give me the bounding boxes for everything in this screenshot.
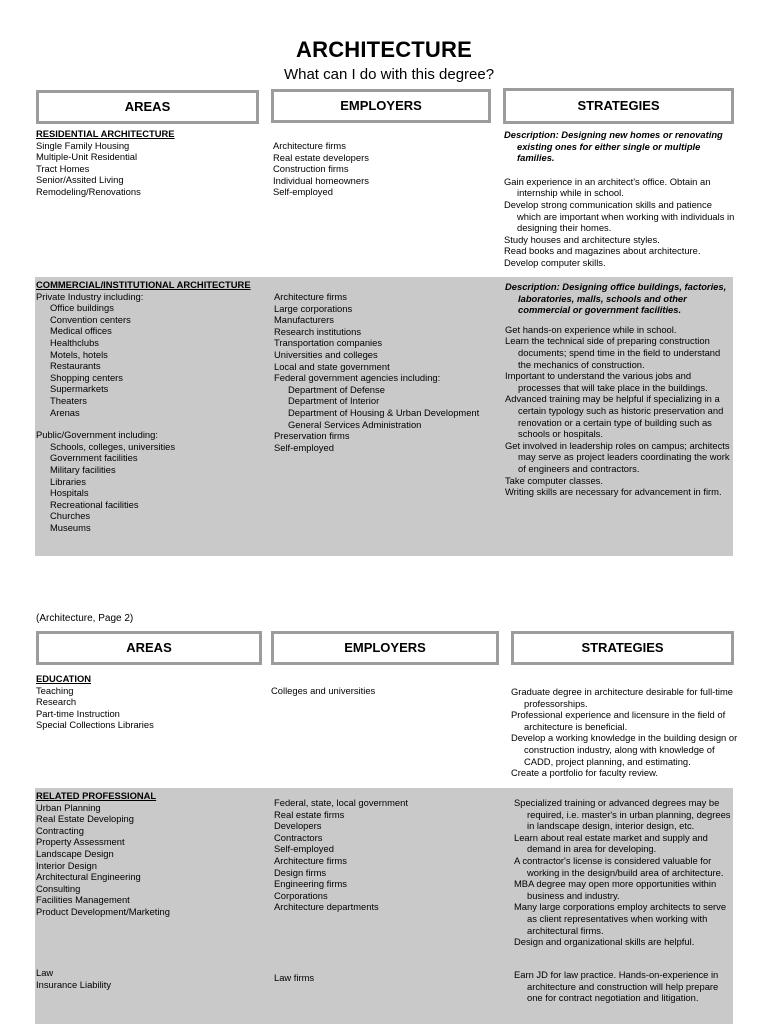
list-item: Corporations xyxy=(274,889,328,901)
commercial-strategies xyxy=(505,281,735,498)
list-item: Take computer classes. xyxy=(505,474,603,486)
list-item: Get involved in leadership roles on campus; architects may serve as project leaders coordinating the work of engineers and contractors. xyxy=(505,439,730,474)
list-item: Supermarkets xyxy=(50,383,109,395)
list-item: Learn about real estate market and supply and demand in area for developing. xyxy=(514,831,708,855)
list-item: Medical offices xyxy=(50,325,112,337)
list-item: Department of Interior xyxy=(288,395,380,407)
list-item: Interior Design xyxy=(36,859,97,871)
list-item: Transportation companies xyxy=(274,337,383,349)
list-item: Museums xyxy=(50,521,91,533)
list-item: MBA degree may open more opportunities within business and industry. xyxy=(514,878,717,901)
law-employers xyxy=(274,972,314,984)
page-subtitle: What can I do with this degree? xyxy=(283,66,495,83)
residential-areas xyxy=(36,128,175,198)
list-item: Design and organizational skills are helpful. xyxy=(514,936,695,948)
list-item: Tract Homes xyxy=(36,162,90,174)
list-item: Law firms xyxy=(274,972,315,983)
list-item: Hospitals xyxy=(50,487,89,499)
list-item: Restaurants xyxy=(50,360,101,372)
list-item: Part-time Instruction xyxy=(36,707,120,719)
list-item: Develop strong communication skills and patience which are important when working with individuals in designing their homes. xyxy=(504,198,735,234)
list-item: Develop a working knowledge in the building design or construction industry, along with knowledge of CADD, project planning, and estimating. xyxy=(511,732,738,767)
list-item: Specialized training or advanced degrees may be required, i.e. master's in urban planning, degrees in landscape design, interior design, etc. xyxy=(514,797,731,832)
list-item: A contractor's license is considered valuable for working in the design/build area of architecture. xyxy=(514,854,724,878)
strategies-header-page2: STRATEGIES xyxy=(511,631,734,665)
list-item: Important to understand the various jobs and processes that will take place in the buildings. xyxy=(505,370,708,393)
commercial-areas xyxy=(36,279,251,533)
public-government-label: Public/Government including: xyxy=(36,429,158,441)
list-item: Research institutions xyxy=(274,325,362,337)
list-item: Single Family Housing xyxy=(36,139,130,151)
list-item: Manufacturers xyxy=(274,314,334,326)
list-item: Insurance Liability xyxy=(36,978,112,990)
list-item: Department of Defense xyxy=(288,383,385,395)
related-areas xyxy=(36,790,170,918)
list-item: Advanced training may be helpful if specializing in a certain typology such as historic preservation and renovation or a certain type of building such as schools or hospitals. xyxy=(505,393,724,440)
list-item: Local and state government xyxy=(274,360,390,372)
residential-heading: RESIDENTIAL ARCHITECTURE xyxy=(36,128,175,139)
list-item: Read books and magazines about architecture. xyxy=(504,245,701,257)
list-item: Libraries xyxy=(50,475,86,487)
list-item: Federal, state, local government xyxy=(274,797,408,808)
list-item: Writing skills are necessary for advancement in firm. xyxy=(505,486,722,498)
list-item: Architecture firms xyxy=(273,140,346,151)
list-item: Law xyxy=(36,967,54,978)
list-item: Get hands-on experience while in school. xyxy=(505,323,677,335)
list-item: Department of Housing & Urban Development xyxy=(288,406,480,418)
list-item: Study houses and architecture styles. xyxy=(504,233,660,245)
list-item: Recreational facilities xyxy=(50,498,139,510)
related-employers xyxy=(274,797,408,913)
education-areas xyxy=(36,673,154,731)
list-item: Teaching xyxy=(36,684,74,696)
residential-strategies xyxy=(504,129,736,269)
list-item: Develop computer skills. xyxy=(504,256,606,268)
list-item: Contractors xyxy=(274,831,323,843)
list-item: Multiple-Unit Residential xyxy=(36,151,138,163)
list-item: Office buildings xyxy=(50,302,114,314)
commercial-employers xyxy=(274,291,479,453)
list-item: Many large corporations employ architects to serve as client representatives when working with architectural firms. xyxy=(514,901,727,936)
list-item: Facilities Management xyxy=(36,894,130,906)
list-item: Convention centers xyxy=(50,313,131,325)
list-item: Engineering firms xyxy=(274,878,347,890)
areas-header: AREAS xyxy=(36,90,259,124)
list-item: Earn JD for law practice. Hands-on-experience in architecture and construction will help prepare one for contract negotiation and litigation. xyxy=(514,969,719,1004)
residential-description: Description: Designing new homes or renovating existing ones for either single or multiple families. xyxy=(504,129,723,164)
law-areas xyxy=(36,967,111,990)
list-item: Professional experience and licensure in the field of architecture is beneficial. xyxy=(511,709,726,732)
list-item: Colleges and universities xyxy=(271,685,376,696)
list-item: Federal government agencies including: xyxy=(274,372,441,384)
list-item: Special Collections Libraries xyxy=(36,719,154,731)
law-strategies xyxy=(514,969,736,1004)
list-item: Preservation firms xyxy=(274,430,350,442)
list-item: Product Development/Marketing xyxy=(36,905,170,917)
list-item: Design firms xyxy=(274,866,327,878)
list-item: Real estate developers xyxy=(273,151,369,163)
list-item: Architecture departments xyxy=(274,901,379,913)
page-title: ARCHITECTURE xyxy=(296,37,472,62)
page-note: (Architecture, Page 2) xyxy=(36,613,134,624)
list-item: Shopping centers xyxy=(50,371,123,383)
education-strategies xyxy=(511,686,739,779)
list-item: Contracting xyxy=(36,824,84,836)
residential-employers xyxy=(273,140,369,198)
employers-header: EMPLOYERS xyxy=(271,89,491,123)
list-item: Property Assessment xyxy=(36,836,125,848)
education-employers xyxy=(271,685,375,697)
strategies-header: STRATEGIES xyxy=(503,88,734,124)
list-item: Self-employed xyxy=(274,441,334,453)
related-heading: RELATED PROFESSIONAL xyxy=(36,790,157,801)
list-item: Graduate degree in architecture desirable for full-time professorships. xyxy=(511,686,733,709)
list-item: Real Estate Developing xyxy=(36,813,134,825)
education-heading: EDUCATION xyxy=(36,673,92,684)
commercial-heading: COMMERCIAL/INSTITUTIONAL ARCHITECTURE xyxy=(36,279,251,290)
list-item: Healthclubs xyxy=(50,336,99,348)
list-item: Motels, hotels xyxy=(50,348,108,360)
list-item: Learn the technical side of preparing construction documents; spend time in the field to understand the mechanics of construction. xyxy=(505,335,721,370)
private-industry-label: Private Industry including: xyxy=(36,290,144,302)
list-item: Architecture firms xyxy=(274,291,347,302)
list-item: Urban Planning xyxy=(36,801,101,813)
list-item: Landscape Design xyxy=(36,847,114,859)
list-item: Military facilities xyxy=(50,463,116,475)
areas-header-page2: AREAS xyxy=(36,631,262,665)
list-item: Arenas xyxy=(50,406,80,418)
list-item: Consulting xyxy=(36,882,81,894)
list-item: Senior/Assited Living xyxy=(36,174,124,186)
list-item: General Services Administration xyxy=(288,418,422,430)
list-item: Construction firms xyxy=(273,163,349,175)
list-item: Real estate firms xyxy=(274,808,345,820)
list-item: Self-employed xyxy=(274,843,334,855)
employers-header-page2: EMPLOYERS xyxy=(271,631,499,665)
commercial-description: Description: Designing office buildings, factories, laboratories, malls, schools and other commercial or government facilities. xyxy=(505,281,727,316)
list-item: Schools, colleges, universities xyxy=(50,440,176,452)
list-item: Government facilities xyxy=(50,452,138,464)
list-item: Create a portfolio for faculty review. xyxy=(511,767,658,779)
related-strategies xyxy=(514,797,736,948)
list-item: Theaters xyxy=(50,394,87,406)
list-item: Universities and colleges xyxy=(274,348,378,360)
list-item: Remodeling/Renovations xyxy=(36,185,141,197)
list-item: Self-employed xyxy=(273,186,333,198)
list-item: Research xyxy=(36,696,77,708)
list-item: Developers xyxy=(274,820,322,832)
list-item: Gain experience in an architect's office. Obtain an internship while in school. xyxy=(504,175,711,199)
list-item: Churches xyxy=(50,510,91,522)
list-item: Architectural Engineering xyxy=(36,871,141,883)
list-item: Architecture firms xyxy=(274,854,347,866)
list-item: Individual homeowners xyxy=(273,174,369,186)
list-item: Large corporations xyxy=(274,302,353,314)
